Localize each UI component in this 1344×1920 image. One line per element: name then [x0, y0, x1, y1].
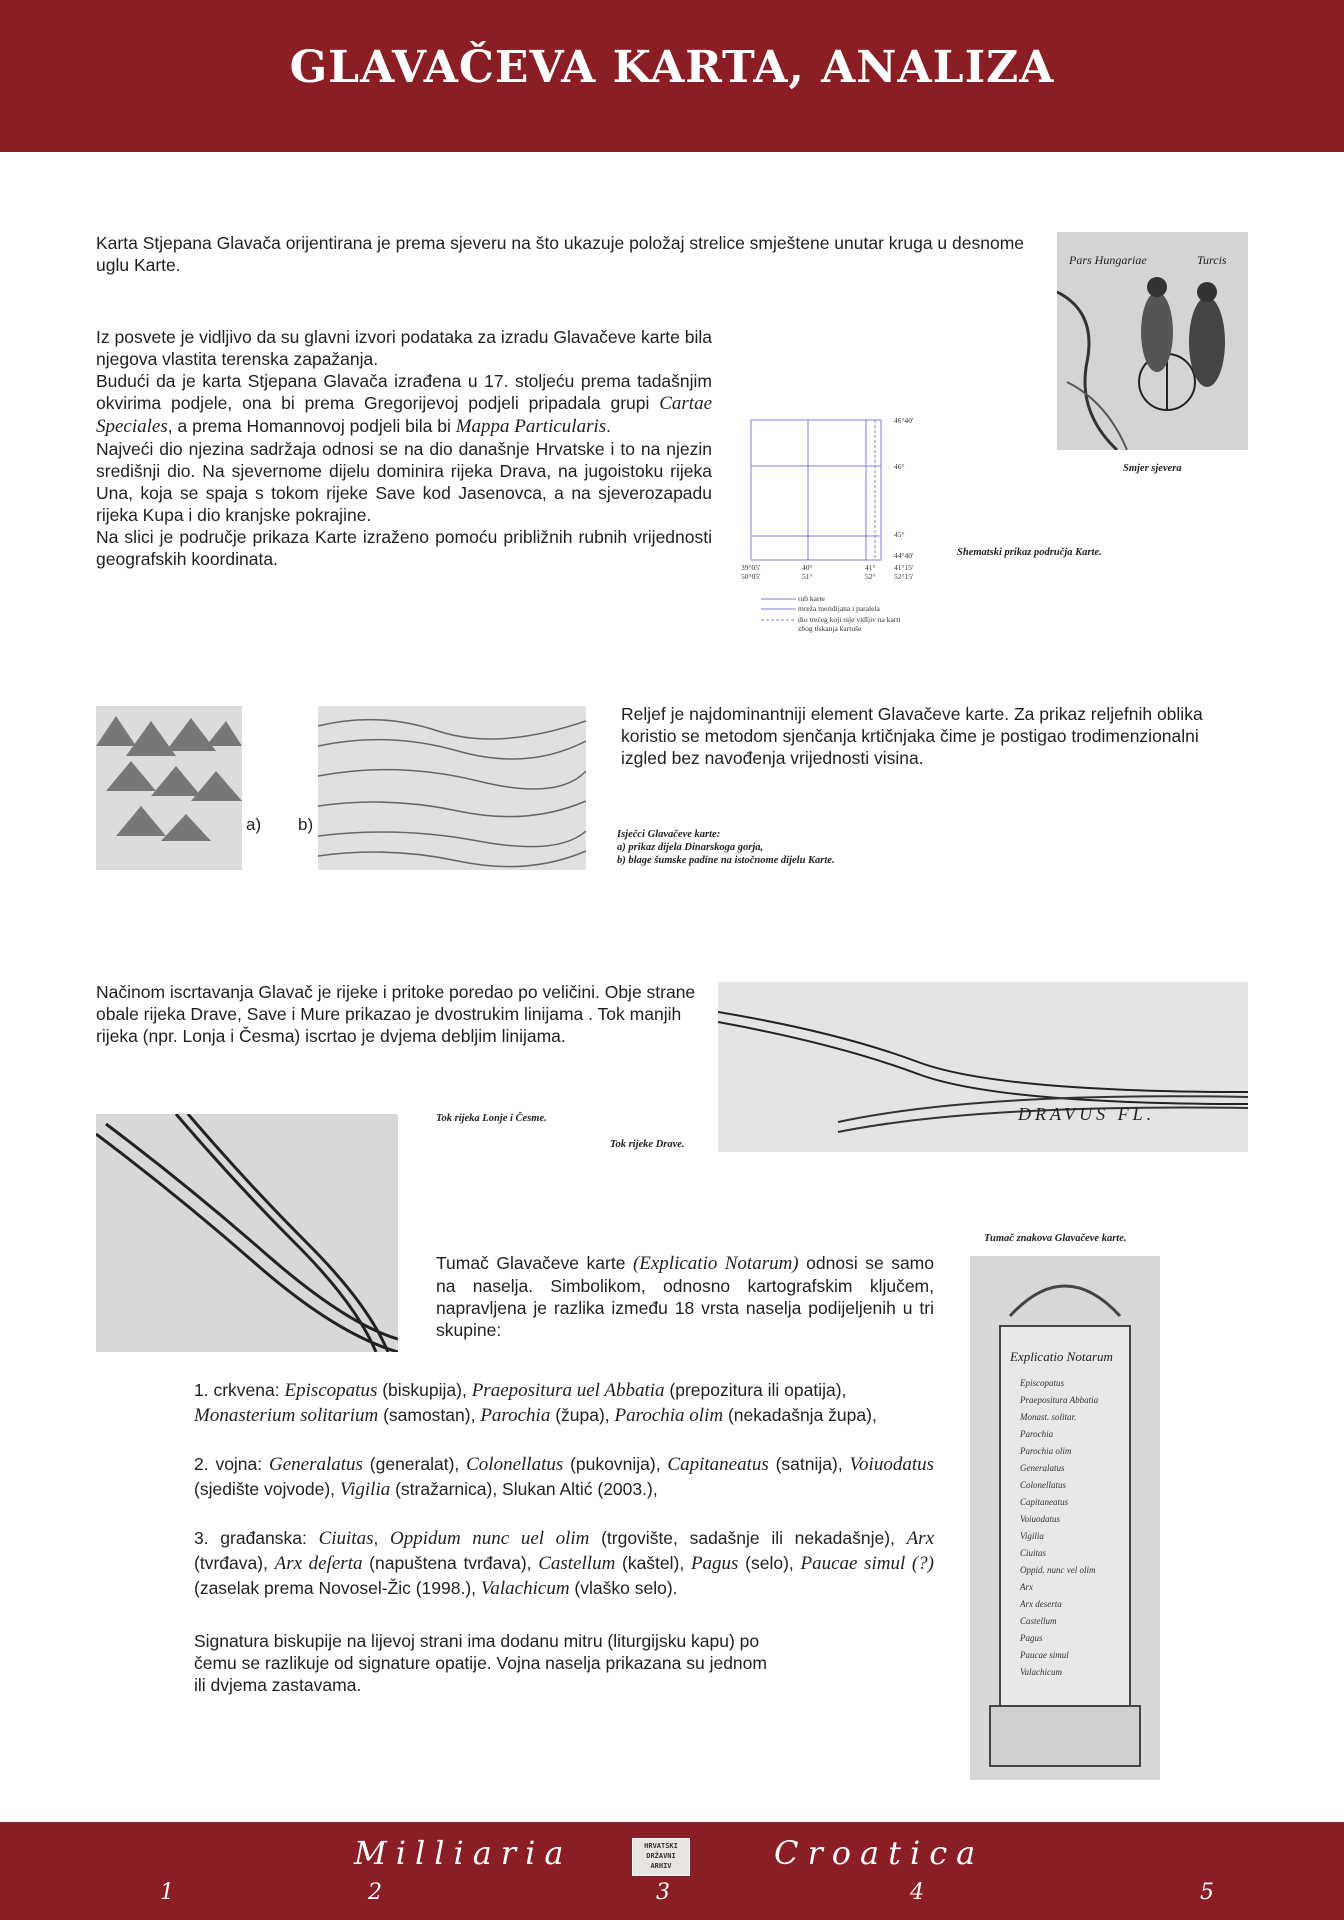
lon-bottom-3: 52°15' — [894, 572, 914, 581]
cartouche-caption: Tumač znakova Glavačeve karte. — [984, 1233, 1127, 1244]
relief-image-a — [96, 706, 242, 870]
lat-label-1: 46° — [894, 462, 905, 471]
drava-image — [718, 982, 1248, 1152]
lat-label-0: 46°40' — [894, 416, 914, 425]
legend-0: rub karte — [798, 594, 825, 603]
group-3: 3. građanska: Ciuitas, Oppidum nunc uel olim (trgovište, sadašnje ili nekadašnje), Arx (tvrđava), Arx deſerta (napuštena tvrđava), Castellum (kaštel), Pagus (selo), Paucae simul (?) (zaselak prema Novosel-Žic (1998.), Valachicum (vlaško selo). — [194, 1528, 934, 1599]
page-title: GLAVAČEVA KARTA, ANALIZA — [289, 42, 1055, 93]
logo-line-2: DRŽAVNI — [646, 1852, 676, 1860]
lon-top-3: 41°15' — [894, 563, 914, 572]
cartouche-item: Valachicum — [1020, 1667, 1062, 1677]
footer-num-2: 2 — [368, 1880, 382, 1905]
cartouche-item: Praepositura Abbatia — [1020, 1395, 1099, 1405]
relief-label-b: b) — [298, 815, 314, 834]
sources-text — [96, 326, 712, 570]
lon-top-1: 40° — [802, 563, 813, 572]
legend-3: zbog tiskanja kartuše — [798, 624, 862, 633]
cartouche-item: Parochia olim — [1020, 1446, 1072, 1456]
footer-num-1: 1 — [160, 1880, 174, 1905]
lon-bottom-2: 52° — [865, 572, 876, 581]
cartouche-image — [970, 1256, 1160, 1780]
footer-word-left: Milliaria — [354, 1834, 573, 1872]
footer-num-4: 4 — [910, 1880, 924, 1905]
footer-num-3: 3 — [656, 1880, 670, 1905]
sources-p2: Budući da je karta Stjepana Glavača izrađena u 17. stoljeću prema tadašnjim okvirima podjele, ona bi prema Gregorijevoj podjeli pripadala grupi Cartae Speciales, a prema Homannovoj podjeli bila bi Mappa Particularis. — [96, 371, 712, 437]
lat-label-3: 44°40' — [894, 551, 914, 560]
cartouche-item: Castellum — [1020, 1616, 1057, 1626]
cartouche-item: Arx deserta — [1020, 1599, 1062, 1609]
north-map-text-2: Turcis — [1197, 253, 1227, 267]
lonja-image — [96, 1114, 398, 1352]
signature-text: Signatura biskupije na lijevoj strani ima dodanu mitru (liturgijsku kapu) po čemu se razlikuje od signature opatije. Vojna naselja prikazana su jednom ili dvjema zastavama. — [194, 1631, 767, 1695]
legend-intro: Tumač Glavačeve karte (Explicatio Notarum) odnosi se samo na naselja. Simbolikom, odnosno kartografskim ključem, napravljena je razlika između 18 vrsta naselja podijeljenih u tri skupine: — [436, 1253, 934, 1340]
drava-caption: Tok rijeke Drave. — [610, 1139, 685, 1150]
relief-label-a: a) — [246, 815, 262, 834]
group-2: 2. vojna: Generalatus (generalat), Colonellatus (pukovnija), Capitaneatus (satnija), Voiuodatus (sjedište vojvode), Vigilia (stražarnica), Slukan Altić (2003.), — [194, 1454, 934, 1500]
cartouche-item: Voiuodatus — [1020, 1514, 1061, 1524]
cartouche-item: Paucae simul — [1020, 1650, 1069, 1660]
lon-bottom-1: 51° — [802, 572, 813, 581]
cartouche-item: Vigilia — [1020, 1531, 1044, 1541]
header-banner — [0, 0, 1344, 152]
archive-logo — [632, 1838, 690, 1876]
north-arrow-image — [1057, 232, 1248, 450]
footer-word-right: Croatica — [774, 1834, 985, 1872]
schematic-caption: Shematski prikaz područja Karte. — [957, 547, 1102, 558]
lonja-caption: Tok rijeka Lonje i Česme. — [436, 1113, 547, 1124]
lat-label-2: 45° — [894, 530, 905, 539]
cartouche-title: Explicatio Notarum — [1010, 1349, 1113, 1364]
sources-p1: Iz posvete je vidljivo da su glavni izvori podataka za izradu Glavačeve karte bila njegova vlastita terenska zapažanja. — [96, 327, 712, 369]
relief-image-b — [318, 706, 586, 870]
rivers-text: Načinom iscrtavanja Glavač je rijeke i pritoke poredao po veličini. Obje strane obale rijeka Drave, Save i Mure prikazao je dvostrukim linijama . Tok manjih rijeka (npr. Lonja i Česma) iscrtao je dvjema debljim linijama. — [96, 982, 696, 1046]
intro-text: Karta Stjepana Glavača orijentirana je prema sjeveru na što ukazuje položaj strelice smještene unutar kruga u desnome uglu Karte. — [96, 233, 1025, 275]
sources-p3: Najveći dio njezina sadržaja odnosi se na dio današnje Hrvatske i to na njezin središnji dio. Na sjevernome dijelu dominira rijeka Drava, na jugoistoku rijeka Una, koja se spaja s tokom rijeke Save kod Jasenovca, a na sjeverozapadu rijeka Kupa i dio kranjske pokrajine. — [96, 439, 712, 525]
legend-1: mreža meridijana i paralela — [798, 604, 880, 613]
cartouche-item: Oppid. nunc vel olim — [1020, 1565, 1096, 1575]
relief-text: Reljef je najdominantniji element Glavačeve karte. Za prikaz reljefnih oblika koristio se metodom sjenčanja krtičnjaka čime je postigao trodimenzionalni izgled bez navođenja vrijednosti visina. — [621, 704, 1203, 768]
logo-line-1: HRVATSKI — [644, 1842, 678, 1850]
logo-line-3: ARHIV — [650, 1862, 672, 1870]
cartouche-item: Parochia — [1020, 1429, 1054, 1439]
cartouche-item: Episcopatus — [1020, 1378, 1064, 1388]
lon-top-0: 39°05' — [741, 563, 761, 572]
schematic-diagram — [736, 410, 936, 640]
footer-num-5: 5 — [1200, 1880, 1214, 1905]
north-map-text-1: Pars Hungariae — [1069, 253, 1147, 267]
lon-bottom-0: 50°05' — [741, 572, 761, 581]
cartouche-item: Arx — [1020, 1582, 1033, 1592]
cartouche-item: Pagus — [1020, 1633, 1043, 1643]
cartouche-item: Ciuitas — [1020, 1548, 1047, 1558]
cartouche-item: Capitaneatus — [1020, 1497, 1069, 1507]
cartouche-item: Monast. solitar. — [1020, 1412, 1077, 1422]
cartouche-item: Colonellatus — [1020, 1480, 1067, 1490]
legend-2: dio trećeg koji nije vidljiv na karti — [798, 615, 901, 624]
relief-caption: Isječci Glavačeve karte: a) prikaz dijela Dinarskoga gorja, b) blage šumske padine na istočnome dijelu Karte. — [617, 829, 835, 866]
drava-label: DRAVUS FL. — [1018, 1104, 1156, 1124]
group-1: 1. crkvena: Episcopatus (biskupija), Praepositura uel Abbatia (prepozitura ili opatija), Monasterium solitarium (samostan), Parochia (župa), Parochia olim (nekadašnja župa), — [194, 1380, 877, 1426]
cartouche-item: Generalatus — [1020, 1463, 1065, 1473]
north-caption: Smjer sjevera — [1123, 463, 1182, 474]
sources-p4: Na slici je područje prikaza Karte izraženo pomoću približnih rubnih vrijednosti geografskih koordinata. — [96, 527, 712, 569]
lon-top-2: 41° — [865, 563, 876, 572]
